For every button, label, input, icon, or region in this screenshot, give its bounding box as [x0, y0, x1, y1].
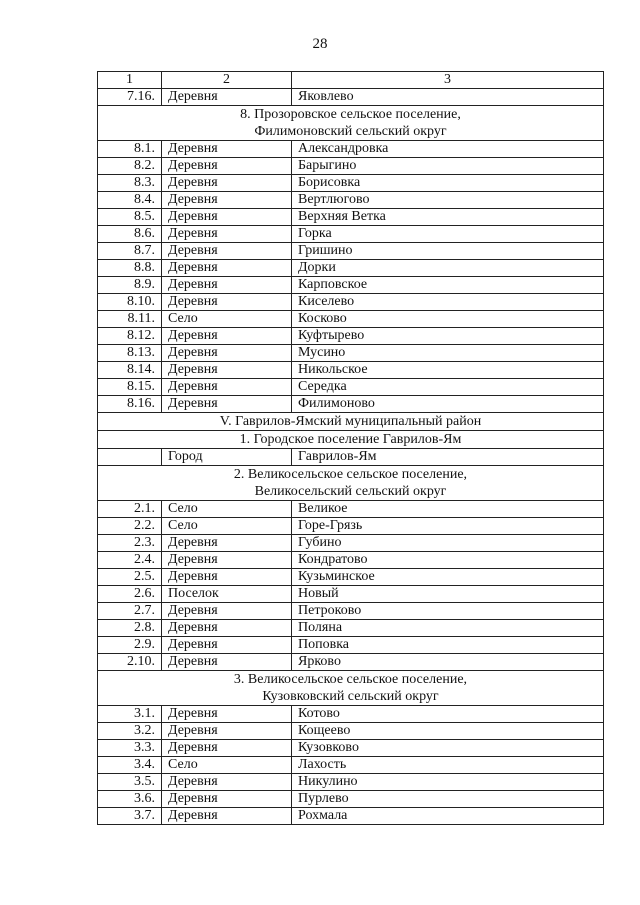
settlement-name: Филимоново	[292, 396, 604, 413]
settlement-type: Деревня	[162, 141, 292, 158]
settlement-type: Деревня	[162, 535, 292, 552]
table-header-row	[98, 72, 604, 89]
table-row	[98, 294, 604, 311]
row-number: 2.3.	[98, 535, 162, 552]
settlement-name: Никольское	[292, 362, 604, 379]
settlement-type: Поселок	[162, 586, 292, 603]
table-row	[98, 89, 604, 106]
row-number: 8.12.	[98, 328, 162, 345]
row-number: 8.6.	[98, 226, 162, 243]
table-row	[98, 706, 604, 723]
table-row	[98, 141, 604, 158]
settlement-type: Деревня	[162, 260, 292, 277]
row-number: 2.6.	[98, 586, 162, 603]
table-row	[98, 209, 604, 226]
table-row	[98, 328, 604, 345]
row-number: 8.1.	[98, 141, 162, 158]
settlement-name: Кузовково	[292, 740, 604, 757]
table-row	[98, 740, 604, 757]
settlement-type: Деревня	[162, 396, 292, 413]
settlement-name: Борисовка	[292, 175, 604, 192]
settlement-type: Деревня	[162, 209, 292, 226]
row-number: 8.4.	[98, 192, 162, 209]
row-number: 3.6.	[98, 791, 162, 808]
settlement-type: Деревня	[162, 328, 292, 345]
settlement-type: Село	[162, 757, 292, 774]
settlement-name: Рохмала	[292, 808, 604, 825]
section-heading-row	[98, 413, 604, 431]
settlement-type: Деревня	[162, 277, 292, 294]
table-row	[98, 535, 604, 552]
table-row	[98, 449, 604, 466]
settlement-type: Село	[162, 501, 292, 518]
settlement-name: Гаврилов-Ям	[292, 449, 604, 466]
settlement-type: Деревня	[162, 569, 292, 586]
row-number: 8.9.	[98, 277, 162, 294]
table-row	[98, 362, 604, 379]
settlement-name: Яковлево	[292, 89, 604, 106]
table-row	[98, 791, 604, 808]
settlement-name: Губино	[292, 535, 604, 552]
table-row	[98, 311, 604, 328]
row-number: 8.3.	[98, 175, 162, 192]
row-number: 8.11.	[98, 311, 162, 328]
settlement-name: Лахость	[292, 757, 604, 774]
table-row	[98, 175, 604, 192]
row-number: 8.8.	[98, 260, 162, 277]
section-heading-line: 8. Прозоровское сельское поселение,	[240, 107, 461, 122]
header-col-1: 1	[98, 72, 162, 89]
table-row	[98, 277, 604, 294]
settlement-type: Деревня	[162, 243, 292, 260]
settlement-type: Деревня	[162, 740, 292, 757]
section-heading	[98, 413, 604, 431]
settlement-name: Киселево	[292, 294, 604, 311]
settlement-type: Деревня	[162, 654, 292, 671]
settlement-name: Ярково	[292, 654, 604, 671]
row-number: 2.2.	[98, 518, 162, 535]
section-heading-line: 1. Городское поселение Гаврилов-Ям	[239, 432, 462, 447]
settlement-type: Деревня	[162, 362, 292, 379]
row-number: 8.13.	[98, 345, 162, 362]
section-heading-row	[98, 106, 604, 141]
settlement-name: Горе-Грязь	[292, 518, 604, 535]
settlement-name: Косково	[292, 311, 604, 328]
settlement-name: Великое	[292, 501, 604, 518]
page-number: 28	[312, 36, 328, 52]
row-number: 3.4.	[98, 757, 162, 774]
settlement-name: Барыгино	[292, 158, 604, 175]
table-row	[98, 569, 604, 586]
row-number: 8.2.	[98, 158, 162, 175]
row-number	[98, 449, 162, 466]
row-number: 8.10.	[98, 294, 162, 311]
settlement-name: Кузьминское	[292, 569, 604, 586]
settlement-type: Деревня	[162, 791, 292, 808]
table-row	[98, 226, 604, 243]
table-row	[98, 808, 604, 825]
table-body	[98, 89, 604, 825]
section-heading-line: 3. Великосельское сельское поселение,	[233, 672, 468, 687]
settlement-type: Деревня	[162, 226, 292, 243]
row-number: 7.16.	[98, 89, 162, 106]
settlement-name: Дорки	[292, 260, 604, 277]
section-heading-line: Великосельский сельский округ	[254, 484, 447, 499]
settlement-name: Поповка	[292, 637, 604, 654]
row-number: 2.4.	[98, 552, 162, 569]
settlement-name: Горка	[292, 226, 604, 243]
table-row	[98, 260, 604, 277]
row-number: 8.5.	[98, 209, 162, 226]
settlement-type: Село	[162, 311, 292, 328]
settlement-name: Пурлево	[292, 791, 604, 808]
section-heading-row	[98, 431, 604, 449]
section-heading-row	[98, 671, 604, 706]
section-heading	[98, 671, 604, 706]
settlement-type: Деревня	[162, 620, 292, 637]
table-row	[98, 243, 604, 260]
settlement-name: Верхняя Ветка	[292, 209, 604, 226]
table-row	[98, 518, 604, 535]
section-heading-line: 2. Великосельское сельское поселение,	[233, 467, 468, 482]
table-row	[98, 501, 604, 518]
settlement-name: Котово	[292, 706, 604, 723]
table-row	[98, 620, 604, 637]
settlement-type: Деревня	[162, 808, 292, 825]
settlement-name: Вертлюгово	[292, 192, 604, 209]
settlement-type: Село	[162, 518, 292, 535]
row-number: 2.5.	[98, 569, 162, 586]
settlement-type: Деревня	[162, 637, 292, 654]
section-heading-line: Филимоновский сельский округ	[254, 124, 447, 139]
table-row	[98, 757, 604, 774]
row-number: 3.1.	[98, 706, 162, 723]
settlement-name: Гришино	[292, 243, 604, 260]
settlement-name: Карповское	[292, 277, 604, 294]
row-number: 3.3.	[98, 740, 162, 757]
settlement-type: Деревня	[162, 706, 292, 723]
row-number: 8.16.	[98, 396, 162, 413]
table-row	[98, 637, 604, 654]
row-number: 2.9.	[98, 637, 162, 654]
row-number: 3.7.	[98, 808, 162, 825]
settlement-type: Деревня	[162, 192, 292, 209]
settlement-type: Деревня	[162, 603, 292, 620]
settlement-name: Середка	[292, 379, 604, 396]
settlement-name: Кондратово	[292, 552, 604, 569]
section-heading-line: V. Гаврилов-Ямский муниципальный район	[219, 414, 482, 429]
table-row	[98, 723, 604, 740]
section-heading	[98, 106, 604, 141]
row-number: 8.15.	[98, 379, 162, 396]
settlement-type: Город	[162, 449, 292, 466]
settlement-name: Куфтырево	[292, 328, 604, 345]
section-heading	[98, 466, 604, 501]
row-number: 2.8.	[98, 620, 162, 637]
settlement-type: Деревня	[162, 158, 292, 175]
row-number: 8.7.	[98, 243, 162, 260]
section-heading-line: Кузовковский сельский округ	[262, 689, 439, 704]
settlement-type: Деревня	[162, 89, 292, 106]
row-number: 8.14.	[98, 362, 162, 379]
settlement-name: Поляна	[292, 620, 604, 637]
settlement-name: Мусино	[292, 345, 604, 362]
section-heading	[98, 431, 604, 449]
settlement-name: Александровка	[292, 141, 604, 158]
settlement-type: Деревня	[162, 294, 292, 311]
settlement-name: Петроково	[292, 603, 604, 620]
table-row	[98, 192, 604, 209]
settlement-name: Никулино	[292, 774, 604, 791]
settlement-type: Деревня	[162, 774, 292, 791]
table-row	[98, 603, 604, 620]
settlement-type: Деревня	[162, 552, 292, 569]
table-row	[98, 379, 604, 396]
settlement-type: Деревня	[162, 175, 292, 192]
settlement-name: Новый	[292, 586, 604, 603]
settlement-type: Деревня	[162, 723, 292, 740]
table-row	[98, 774, 604, 791]
table-row	[98, 396, 604, 413]
table-row	[98, 345, 604, 362]
row-number: 2.10.	[98, 654, 162, 671]
header-col-2: 2	[162, 72, 292, 89]
settlement-table	[97, 71, 604, 825]
row-number: 2.1.	[98, 501, 162, 518]
section-heading-row	[98, 466, 604, 501]
table-row	[98, 654, 604, 671]
settlement-name: Кощеево	[292, 723, 604, 740]
table-row	[98, 158, 604, 175]
settlement-type: Деревня	[162, 379, 292, 396]
table-row	[98, 552, 604, 569]
row-number: 3.2.	[98, 723, 162, 740]
header-col-3: 3	[292, 72, 604, 89]
settlement-type: Деревня	[162, 345, 292, 362]
table-row	[98, 586, 604, 603]
row-number: 2.7.	[98, 603, 162, 620]
row-number: 3.5.	[98, 774, 162, 791]
